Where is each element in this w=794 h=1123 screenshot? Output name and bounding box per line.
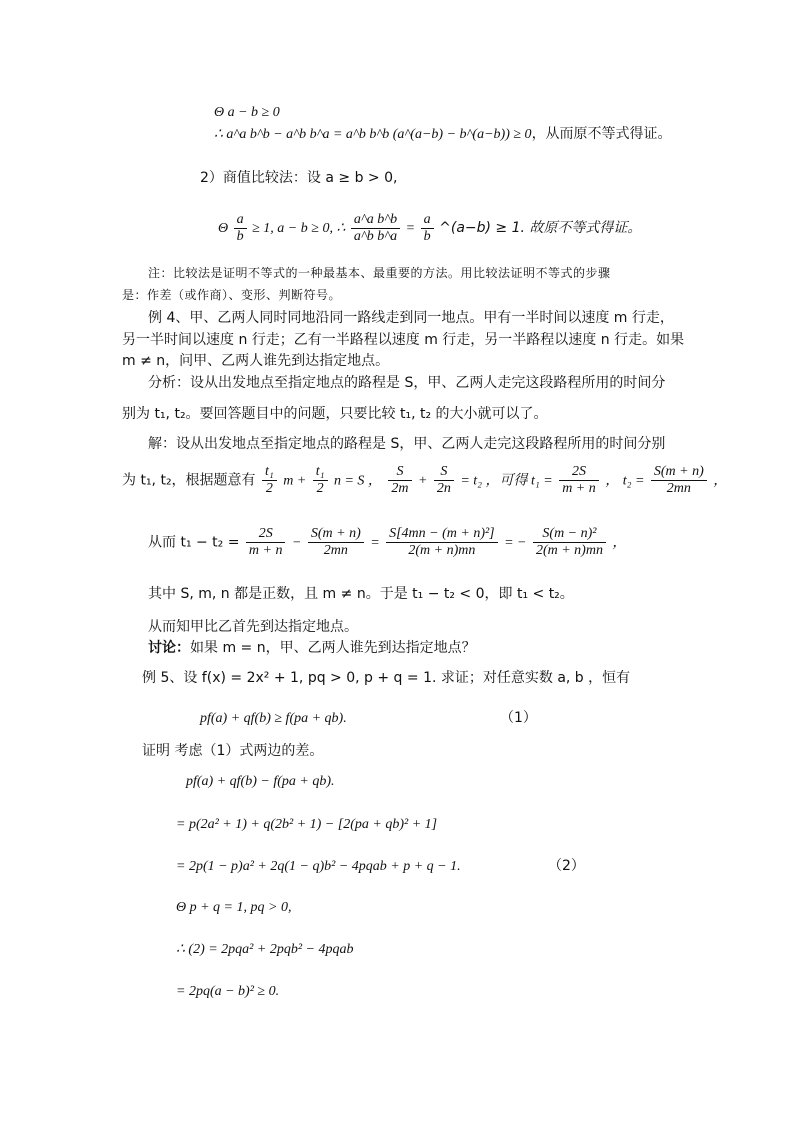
fraction-a-over-b-power — [421, 212, 434, 245]
fraction-denominator: a^b b^a — [353, 229, 398, 245]
fraction — [246, 526, 286, 559]
fraction-denominator: m + n — [248, 543, 283, 559]
solution-line-3 — [148, 526, 626, 559]
math-text: ， t₂ = — [605, 473, 645, 489]
fraction-denominator: b — [236, 229, 244, 245]
fraction — [434, 464, 454, 497]
fraction — [559, 464, 599, 497]
inequality-condition: Θ a − b ≥ 0 — [214, 105, 280, 120]
ratio-expression — [218, 212, 641, 245]
fraction-denominator: 2 — [265, 481, 273, 497]
discussion-text: 如果 m = n，甲、乙两人谁先到达指定地点？ — [190, 640, 476, 656]
difference-conclusion: ，从而原不等式得证。 — [531, 126, 672, 142]
solution-text: 为 t₁, t₂，根据题意有 — [122, 472, 256, 489]
fraction-denominator: 2mn — [666, 481, 691, 497]
math-text: − — [291, 535, 302, 551]
discussion-label: 讨论： — [148, 640, 190, 656]
analysis-line-1: 分析：设从出发地点至指定地点的路程是 S，甲、乙两人走完这段路程所用的时间分 — [148, 375, 666, 391]
example4-line-1: 例 4、甲、乙两人同时同地沿同一路线走到同一地点。甲有一半时间以速度 m 行走， — [148, 310, 674, 326]
fraction-numerator: S[4mn − (m + n)²] — [386, 526, 498, 543]
example4-line-3: m ≠ n，问甲、乙两人谁先到达指定地点。 — [122, 353, 390, 369]
analysis-line-2: 别为 t₁, t₂。要回答题目中的问题，只要比较 t₁, t₂ 的大小就可以了。 — [122, 406, 548, 422]
fraction-a-over-b — [234, 212, 247, 245]
solution-text: 从而 t₁ − t₂ = — [148, 534, 240, 551]
fraction-numerator: t₁ — [262, 464, 277, 481]
math-text: ， — [713, 473, 728, 489]
proof-step-6: = 2pq(a − b)² ≥ 0. — [176, 984, 280, 999]
example5-inequality: pf(a) + qf(b) ≥ f(pa + qb). — [200, 711, 347, 726]
fraction-denominator: b — [423, 229, 431, 245]
proof-step-1: pf(a) + qf(b) − f(pa + qb). — [186, 774, 335, 789]
math-text: ， — [612, 535, 627, 551]
fraction-denominator: 2m — [391, 481, 409, 497]
math-text: m + — [283, 473, 307, 489]
fraction — [651, 464, 707, 497]
fraction-denominator: 2n — [436, 481, 451, 497]
proof-heading: 证明 考虑（1）式两边的差。 — [142, 743, 324, 759]
note-line-2: 是：作差（或作商）、变形、判断符号。 — [122, 288, 342, 302]
fraction-numerator: S(m − n)² — [533, 526, 606, 543]
fraction-numerator: 2S — [559, 464, 599, 481]
ratio-method-heading: 2）商值比较法：设 a ≥ b > 0, — [200, 170, 398, 186]
fraction-denominator: 2(m + n)mn — [408, 543, 476, 559]
fraction-denominator: 2 — [316, 481, 324, 497]
ratio-conclusion: ^(a−b) ≥ 1. 故原不等式得证。 — [439, 219, 642, 236]
equation-tag-1: （1） — [500, 710, 537, 726]
fraction — [313, 464, 328, 497]
example5-line: 例 5、设 f(x) = 2x² + 1, pq > 0, p + q = 1. 求证；对任意实数 a, b ，恒有 — [142, 670, 631, 686]
equation-tag-2: （2） — [548, 858, 585, 874]
fraction — [262, 464, 277, 497]
fraction-numerator: 2S — [246, 526, 286, 543]
fraction-denominator: 2mn — [323, 543, 348, 559]
difference-math: ∴ a^a b^b − a^b b^a = a^b b^b (a^(a−b) − b^(a−b)) ≥ 0 — [214, 127, 532, 142]
fraction-denominator: 2(m + n)mn — [535, 543, 603, 559]
fraction — [386, 526, 498, 559]
math-text: n = S ， — [333, 473, 382, 489]
proof-step-4: Θ p + q = 1, pq > 0, — [176, 900, 292, 915]
math-text: = t₂ ，可得 t₁ = — [460, 473, 553, 489]
math-text: = — [370, 535, 380, 551]
fraction-numerator: S — [388, 464, 411, 481]
example4-line-2: 另一半时间以速度 n 行走；乙有一半路程以速度 m 行走，另一半路程以速度 n 行走。如果 — [122, 332, 685, 348]
fraction-numerator: a — [421, 212, 434, 229]
note-line-1: 注：比较法是证明不等式的一种最基本、最重要的方法。用比较法证明不等式的步骤 — [148, 266, 611, 280]
solution-line-1: 解：设从出发地点至指定地点的路程是 S，甲、乙两人走完这段路程所用的时间分别 — [148, 436, 666, 452]
difference-expression — [214, 126, 672, 144]
fraction-denominator: m + n — [562, 481, 596, 497]
fraction-numerator: S(m + n) — [308, 526, 364, 543]
fraction-numerator: a — [234, 212, 247, 229]
fraction-numerator: a^a b^b — [351, 212, 400, 229]
because-symbol: Θ — [218, 220, 229, 236]
ratio-condition: ≥ 1, a − b ≥ 0, ∴ — [252, 220, 346, 236]
discussion-line — [148, 640, 476, 658]
solution-line-4: 其中 S, m, n 都是正数，且 m ≠ n。于是 t₁ − t₂ < 0，即 t₁ < t₂。 — [148, 586, 574, 602]
proof-step-3: = 2p(1 − p)a² + 2q(1 − q)b² − 4pqab + p + q − 1. — [176, 859, 461, 874]
solution-line-5: 从而知甲比乙首先到达指定地点。 — [148, 619, 358, 635]
math-text: + — [417, 473, 428, 489]
fraction — [308, 526, 364, 559]
fraction-numerator: t₁ — [313, 464, 328, 481]
fraction-ratio — [351, 212, 400, 245]
proof-step-5: ∴ (2) = 2pqa² + 2pqb² − 4pqab — [176, 942, 354, 957]
fraction — [533, 526, 606, 559]
equals-sign: = — [405, 220, 416, 236]
solution-line-2 — [122, 464, 727, 497]
proof-step-2: = p(2a² + 1) + q(2b² + 1) − [2(pa + qb)² + 1] — [176, 817, 438, 832]
fraction — [388, 464, 411, 497]
math-text: = − — [504, 535, 527, 551]
fraction-numerator: S(m + n) — [651, 464, 707, 481]
fraction-numerator: S — [434, 464, 454, 481]
